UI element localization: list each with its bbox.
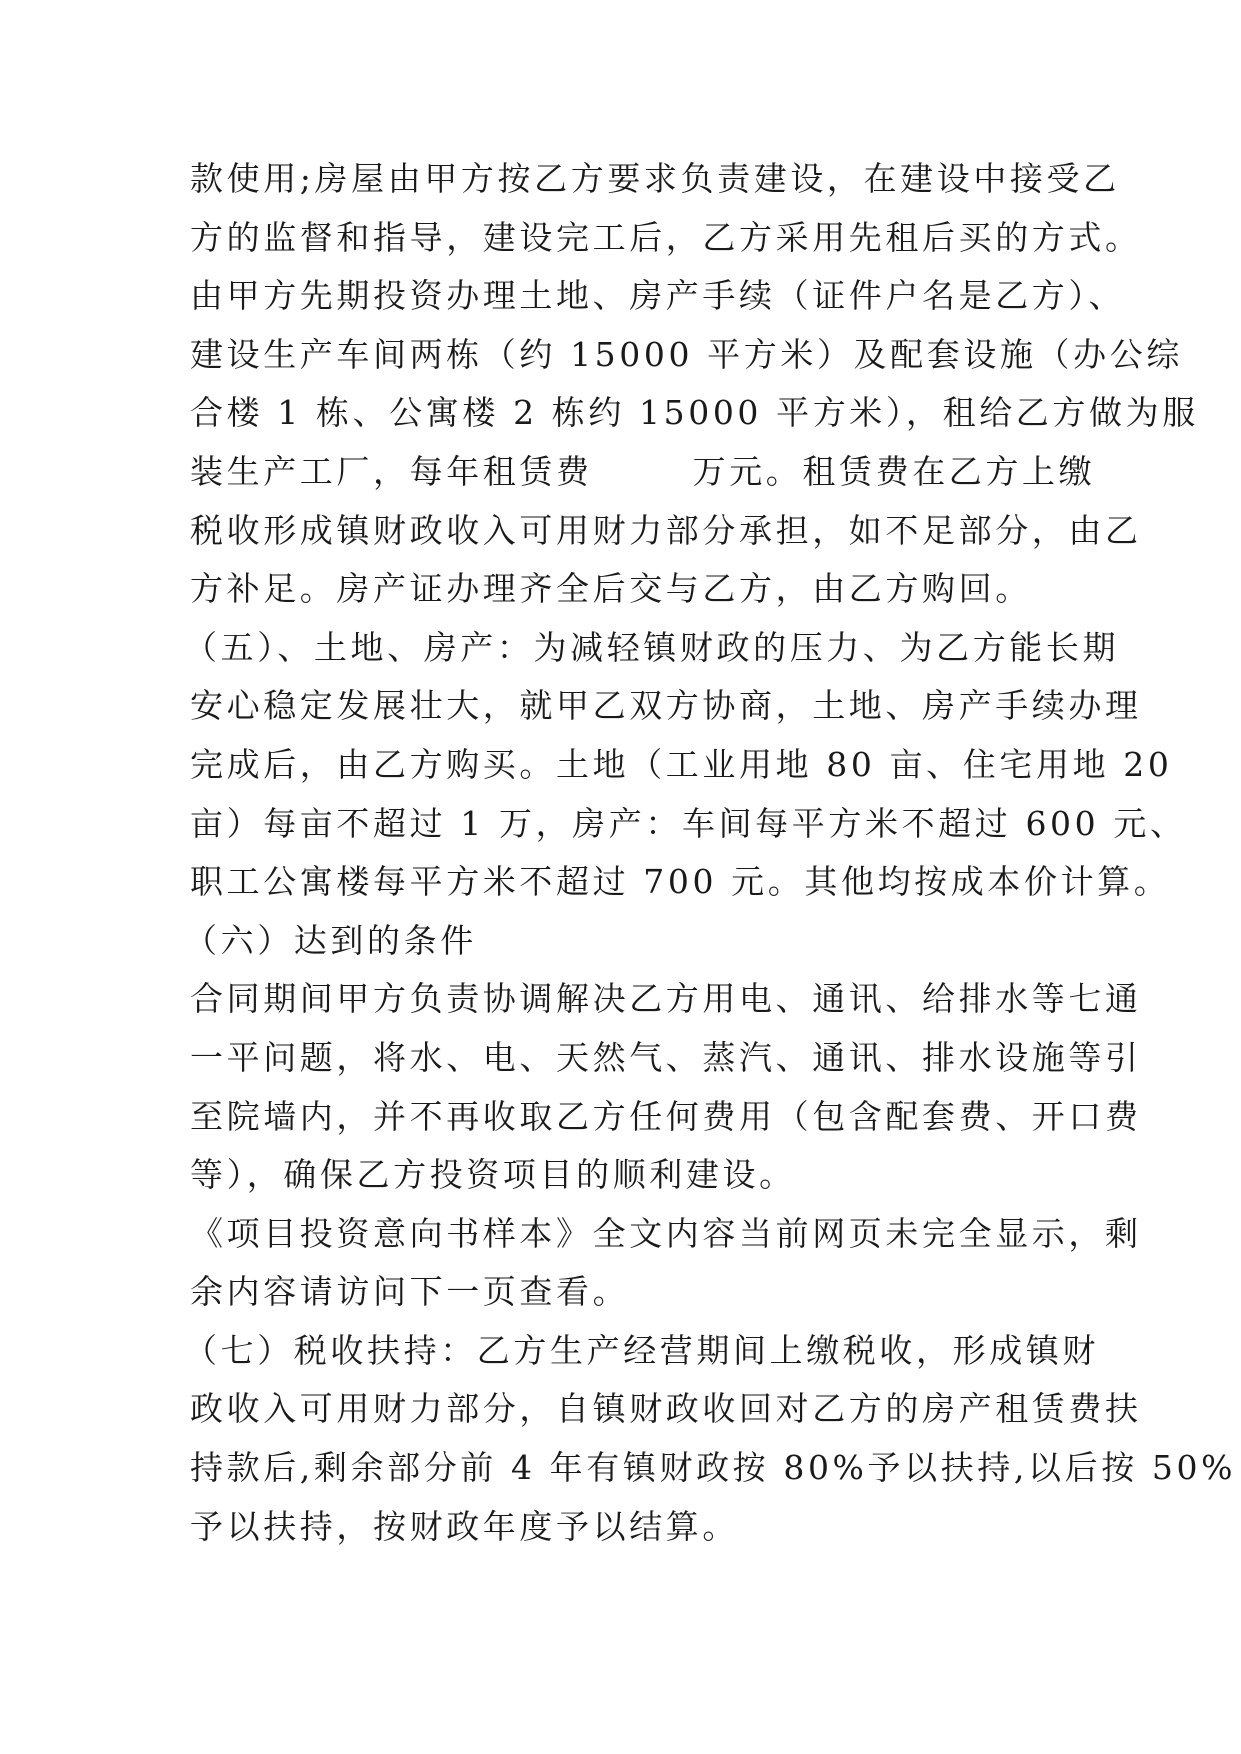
section-heading: （六）达到的条件	[184, 920, 477, 960]
text-line: 方的监督和指导，建设完工后，乙方采用先租后买的方式。	[190, 217, 1142, 257]
text-line: 亩）每亩不超过 1 万，房产：车间每平方米不超过 600 元、	[190, 803, 1187, 843]
text-segment: 装生产工厂，每年租赁费	[190, 451, 593, 491]
text-line: 建设生产车间两栋（约 15000 平方米）及配套设施（办公综	[190, 334, 1183, 374]
text-line: 完成后，由乙方购买。土地（工业用地 80 亩、住宅用地 20	[190, 744, 1173, 784]
text-line: 税收形成镇财政收入可用财力部分承担，如不足部分，由乙	[190, 510, 1142, 550]
text-line: 职工公寓楼每平方米不超过 700 元。其他均按成本价计算。	[190, 862, 1171, 902]
text-line: 一平问题，将水、电、天然气、蒸汽、通讯、排水设施等引	[190, 1037, 1142, 1077]
text-line: 由甲方先期投资办理土地、房产手续（证件户名是乙方）、	[190, 276, 1126, 316]
text-line: 持款后,剩余部分前 4 年有镇财政按 80%予以扶持,以后按 50%	[190, 1448, 1237, 1488]
text-line: 合楼 1 栋、公寓楼 2 栋约 15000 平方米），租给乙方做为服	[190, 393, 1199, 433]
text-line: 至院墙内，并不再收取乙方任何费用（包含配套费、开口费	[190, 1096, 1142, 1136]
text-line: 安心稳定发展壮大，就甲乙双方协商，土地、房产手续办理	[190, 686, 1142, 726]
notice-line: 余内容请访问下一页查看。	[190, 1272, 630, 1312]
section-heading-line: （七）税收扶持：乙方生产经营期间上缴税收，形成镇财	[184, 1330, 1099, 1370]
text-line: 等），确保乙方投资项目的顺利建设。	[190, 1155, 796, 1195]
text-line: 款使用;房屋由甲方按乙方要求负责建设，在建设中接受乙	[190, 159, 1120, 198]
section-heading-line: （五）、土地、房产：为减轻镇财政的压力、为乙方能长期	[184, 627, 1120, 667]
text-line: 方补足。房产证办理齐全后交与乙方，由乙方购回。	[190, 569, 1032, 609]
text-line: 予以扶持，按财政年度予以结算。	[190, 1506, 739, 1546]
text-line-with-blank	[190, 443, 1096, 502]
text-line: 合同期间甲方负责协调解决乙方用电、通讯、给排水等七通	[190, 979, 1142, 1019]
text-segment: 万元。租赁费在乙方上缴	[692, 451, 1096, 491]
document-body	[184, 150, 1237, 1556]
notice-line: 《项目投资意向书样本》全文内容当前网页未完全显示，剩	[190, 1213, 1142, 1253]
text-line: 政收入可用财力部分，自镇财政收回对乙方的房产租赁费扶	[190, 1389, 1142, 1429]
